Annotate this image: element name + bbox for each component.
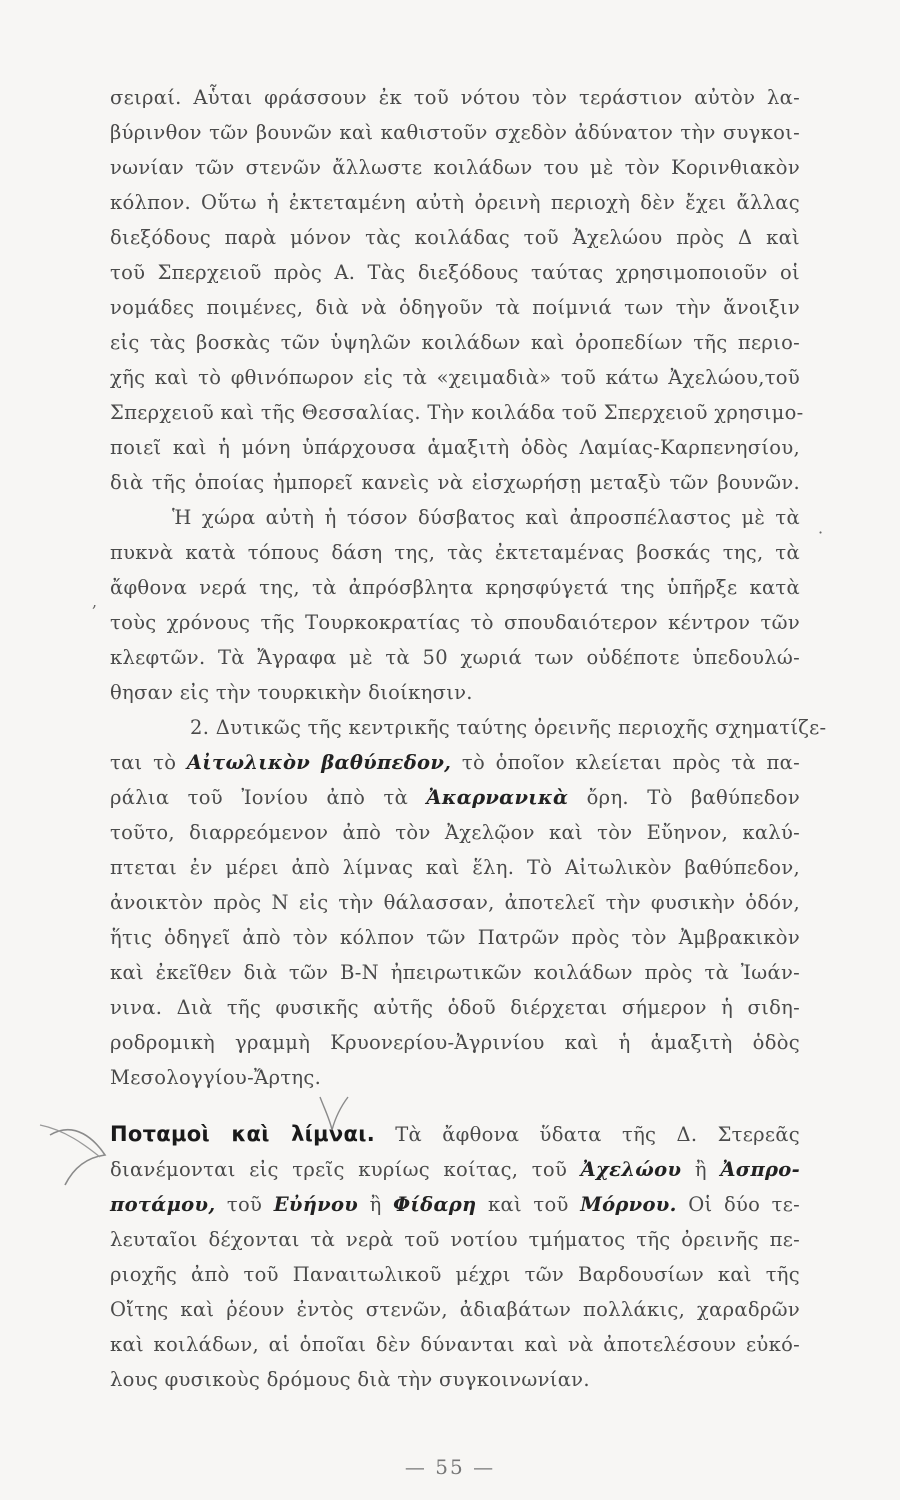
text-line: κλεφτῶν. Τὰ Ἄγραφα μὲ τὰ 50 χωριά των οὐδέποτε ὑπεδουλώ- <box>110 646 800 669</box>
text-fragment: Οἱ δύο τε- <box>688 1193 801 1216</box>
document-page <box>110 80 827 1397</box>
emphasis-acheloos: Ἀχελώου <box>580 1158 682 1181</box>
text-line: εἰς τὰς βοσκὰς τῶν ὑψηλῶν κοιλάδων καὶ ὀροπεδίων τῆς περιο- <box>110 331 800 354</box>
text-fragment: ἢ <box>369 1193 382 1216</box>
emphasis-mornou: Μόρνου. <box>580 1193 677 1216</box>
margin-dot-mark: , <box>92 592 98 611</box>
text-line: διεξόδους παρὰ μόνον τὰς κοιλάδας τοῦ Ἀχελώου πρὸς Δ καὶ <box>110 226 800 249</box>
emphasis-aitoliko: Αἰτωλικὸν βαθύπεδον, <box>186 751 452 774</box>
text-line: ριοχῆς ἀπὸ τοῦ Παναιτωλικοῦ μέχρι τῶν Βαρδουσίων καὶ τῆς <box>110 1263 800 1286</box>
text-line: Μεσολογγίου-Ἄρτης. <box>110 1066 322 1089</box>
text-fragment: διανέμονται εἰς τρεῖς κυρίως κοίτας, τοῦ <box>110 1158 568 1181</box>
text-line: νωνίαν τῶν στενῶν ἄλλωστε κοιλάδων του μὲ τὸν Κορινθιακὸν <box>110 156 800 179</box>
emphasis-aspro: Ἀσπρο- <box>720 1158 801 1181</box>
text-line: πυκνὰ κατὰ τόπους δάση της, τὰς ἐκτεταμένας βοσκάς της, τὰ <box>110 541 800 564</box>
text-line: ποιεῖ καὶ ἡ μόνη ὑπάρχουσα ἁμαξιτὴ ὁδὸς Λαμίας-Καρπενησίου, <box>110 436 800 459</box>
text-line: πτεται ἐν μέρει ἀπὸ λίμνας καὶ ἕλη. Τὸ Αἰτωλικὸν βαθύπεδον, <box>110 856 800 879</box>
text-line: θησαν εἰς τὴν τουρκικὴν διοίκησιν. <box>110 681 473 704</box>
text-line: λευταῖοι δέχονται τὰ νερὰ τοῦ νοτίου τμήματος τῆς ὀρεινῆς πε- <box>110 1228 800 1251</box>
text-fragment: ὄρη. Τὸ βαθύπεδον <box>586 786 800 809</box>
text-line: καὶ κοιλάδων, αἱ ὁποῖαι δὲν δύνανται καὶ νὰ ἀποτελέσουν εὐκό- <box>110 1333 800 1356</box>
text-line: Οἴτης καὶ ῥέουν ἐντὸς στενῶν, ἀδιαβάτων πολλάκις, χαραδρῶν <box>110 1298 800 1321</box>
text-line: νινα. Διὰ τῆς φυσικῆς αὐτῆς ὁδοῦ διέρχεται σήμερον ἡ σιδη- <box>110 996 800 1019</box>
page-number: — 55 — <box>404 1455 496 1479</box>
text-fragment: τὸ ὁποῖον κλείεται πρὸς τὰ πα- <box>461 751 800 774</box>
text-line: τοῦτο, διαρρεόμενον ἀπὸ τὸν Ἀχελῷον καὶ τὸν Εὔηνον, καλύ- <box>110 821 800 844</box>
text-line: τοῦ Σπερχειοῦ πρὸς Α. Τὰς διεξόδους ταύτας χρησιμοποιοῦν οἱ <box>110 261 800 284</box>
text-line: λους φυσικοὺς δρόμους διὰ τὴν συγκοινωνίαν. <box>110 1368 590 1391</box>
text-line: διὰ τῆς ὁποίας ἠμπορεῖ κανεὶς νὰ εἰσχωρήσῃ μεταξὺ τῶν βουνῶν. <box>110 471 800 494</box>
text-line: βύρινθον τῶν βουνῶν καὶ καθιστοῦν σχεδὸν ἀδύνατον τὴν συγκοι- <box>110 121 800 144</box>
text-line: ἀνοικτὸν πρὸς Ν εἰς τὴν θάλασσαν, ἀποτελεῖ τὴν φυσικὴν ὁδόν, <box>110 891 800 914</box>
paragraph-start-line: Ἡ χώρα αὐτὴ ἡ τόσον δύσβατος καὶ ἀπροσπέλαστος μὲ τὰ <box>172 506 800 529</box>
text-line: ροδρομικὴ γραμμὴ Κρυονερίου-Ἀγρινίου καὶ ἡ ἁμαξιτὴ ὁδὸς <box>110 1031 800 1054</box>
section-spacer <box>110 1095 800 1117</box>
margin-dot-mark: · <box>818 523 824 542</box>
text-fragment: ται τὸ <box>110 751 177 774</box>
text-line-mixed <box>110 745 800 780</box>
text-line: νομάδες ποιμένες, διὰ νὰ ὁδηγοῦν τὰ ποίμνιά των τὴν ἄνοιξιν <box>110 296 800 319</box>
text-line: Σπερχειοῦ καὶ τῆς Θεσσαλίας. Τὴν κοιλάδα τοῦ Σπερχειοῦ χρησιμο- <box>110 401 804 424</box>
text-fragment: ἢ <box>694 1158 707 1181</box>
text-line-mixed <box>110 1152 800 1187</box>
emphasis-akarnanika: Ἀκαρνανικὰ <box>426 786 569 809</box>
emphasis-fidari: Φίδαρη <box>393 1193 477 1216</box>
emphasis-evinou: Εὐήνου <box>273 1193 359 1216</box>
text-fragment: τοῦ <box>226 1193 263 1216</box>
text-line: τοὺς χρόνους τῆς Τουρκοκρατίας τὸ σπουδαιότερον κέντρον τῶν <box>110 611 800 634</box>
text-line-mixed <box>110 780 800 815</box>
text-fragment: καὶ τοῦ <box>488 1193 569 1216</box>
emphasis-potamou: ποτάμου, <box>110 1193 216 1216</box>
text-line-mixed <box>110 1187 800 1222</box>
paragraph-start-line: 2. Δυτικῶς τῆς κεντρικῆς ταύτης ὀρεινῆς περιοχῆς σχηματίζε- <box>190 716 827 739</box>
section-heading-line <box>110 1117 800 1152</box>
text-fragment: ράλια τοῦ Ἰονίου ἀπὸ τὰ <box>110 786 409 809</box>
section-heading: Ποταμοὶ καὶ λίμναι. <box>110 1122 375 1146</box>
text-line: καὶ ἐκεῖθεν διὰ τῶν Β-Ν ἠπειρωτικῶν κοιλάδων πρὸς τὰ Ἰωάν- <box>110 961 800 984</box>
text-line: ἥτις ὁδηγεῖ ἀπὸ τὸν κόλπον τῶν Πατρῶν πρὸς τὸν Ἀμβρακικὸν <box>110 926 800 949</box>
text-line: σειραί. Αὗται φράσσουν ἐκ τοῦ νότου τὸν τεράστιον αὐτὸν λα- <box>110 86 800 109</box>
text-line: κόλπον. Οὕτω ἡ ἐκτεταμένη αὐτὴ ὀρεινὴ περιοχὴ δὲν ἔχει ἄλλας <box>110 191 800 214</box>
text-fragment: Τὰ ἄφθονα ὕδατα τῆς Δ. Στερεᾶς <box>395 1123 801 1146</box>
text-line: ἄφθονα νερά της, τὰ ἀπρόσβλητα κρησφύγετά της ὑπῆρξε κατὰ <box>110 576 800 599</box>
text-line: χῆς καὶ τὸ φθινόπωρον εἰς τὰ «χειμαδιὰ» τοῦ κάτω Ἀχελώου,τοῦ <box>110 366 800 389</box>
